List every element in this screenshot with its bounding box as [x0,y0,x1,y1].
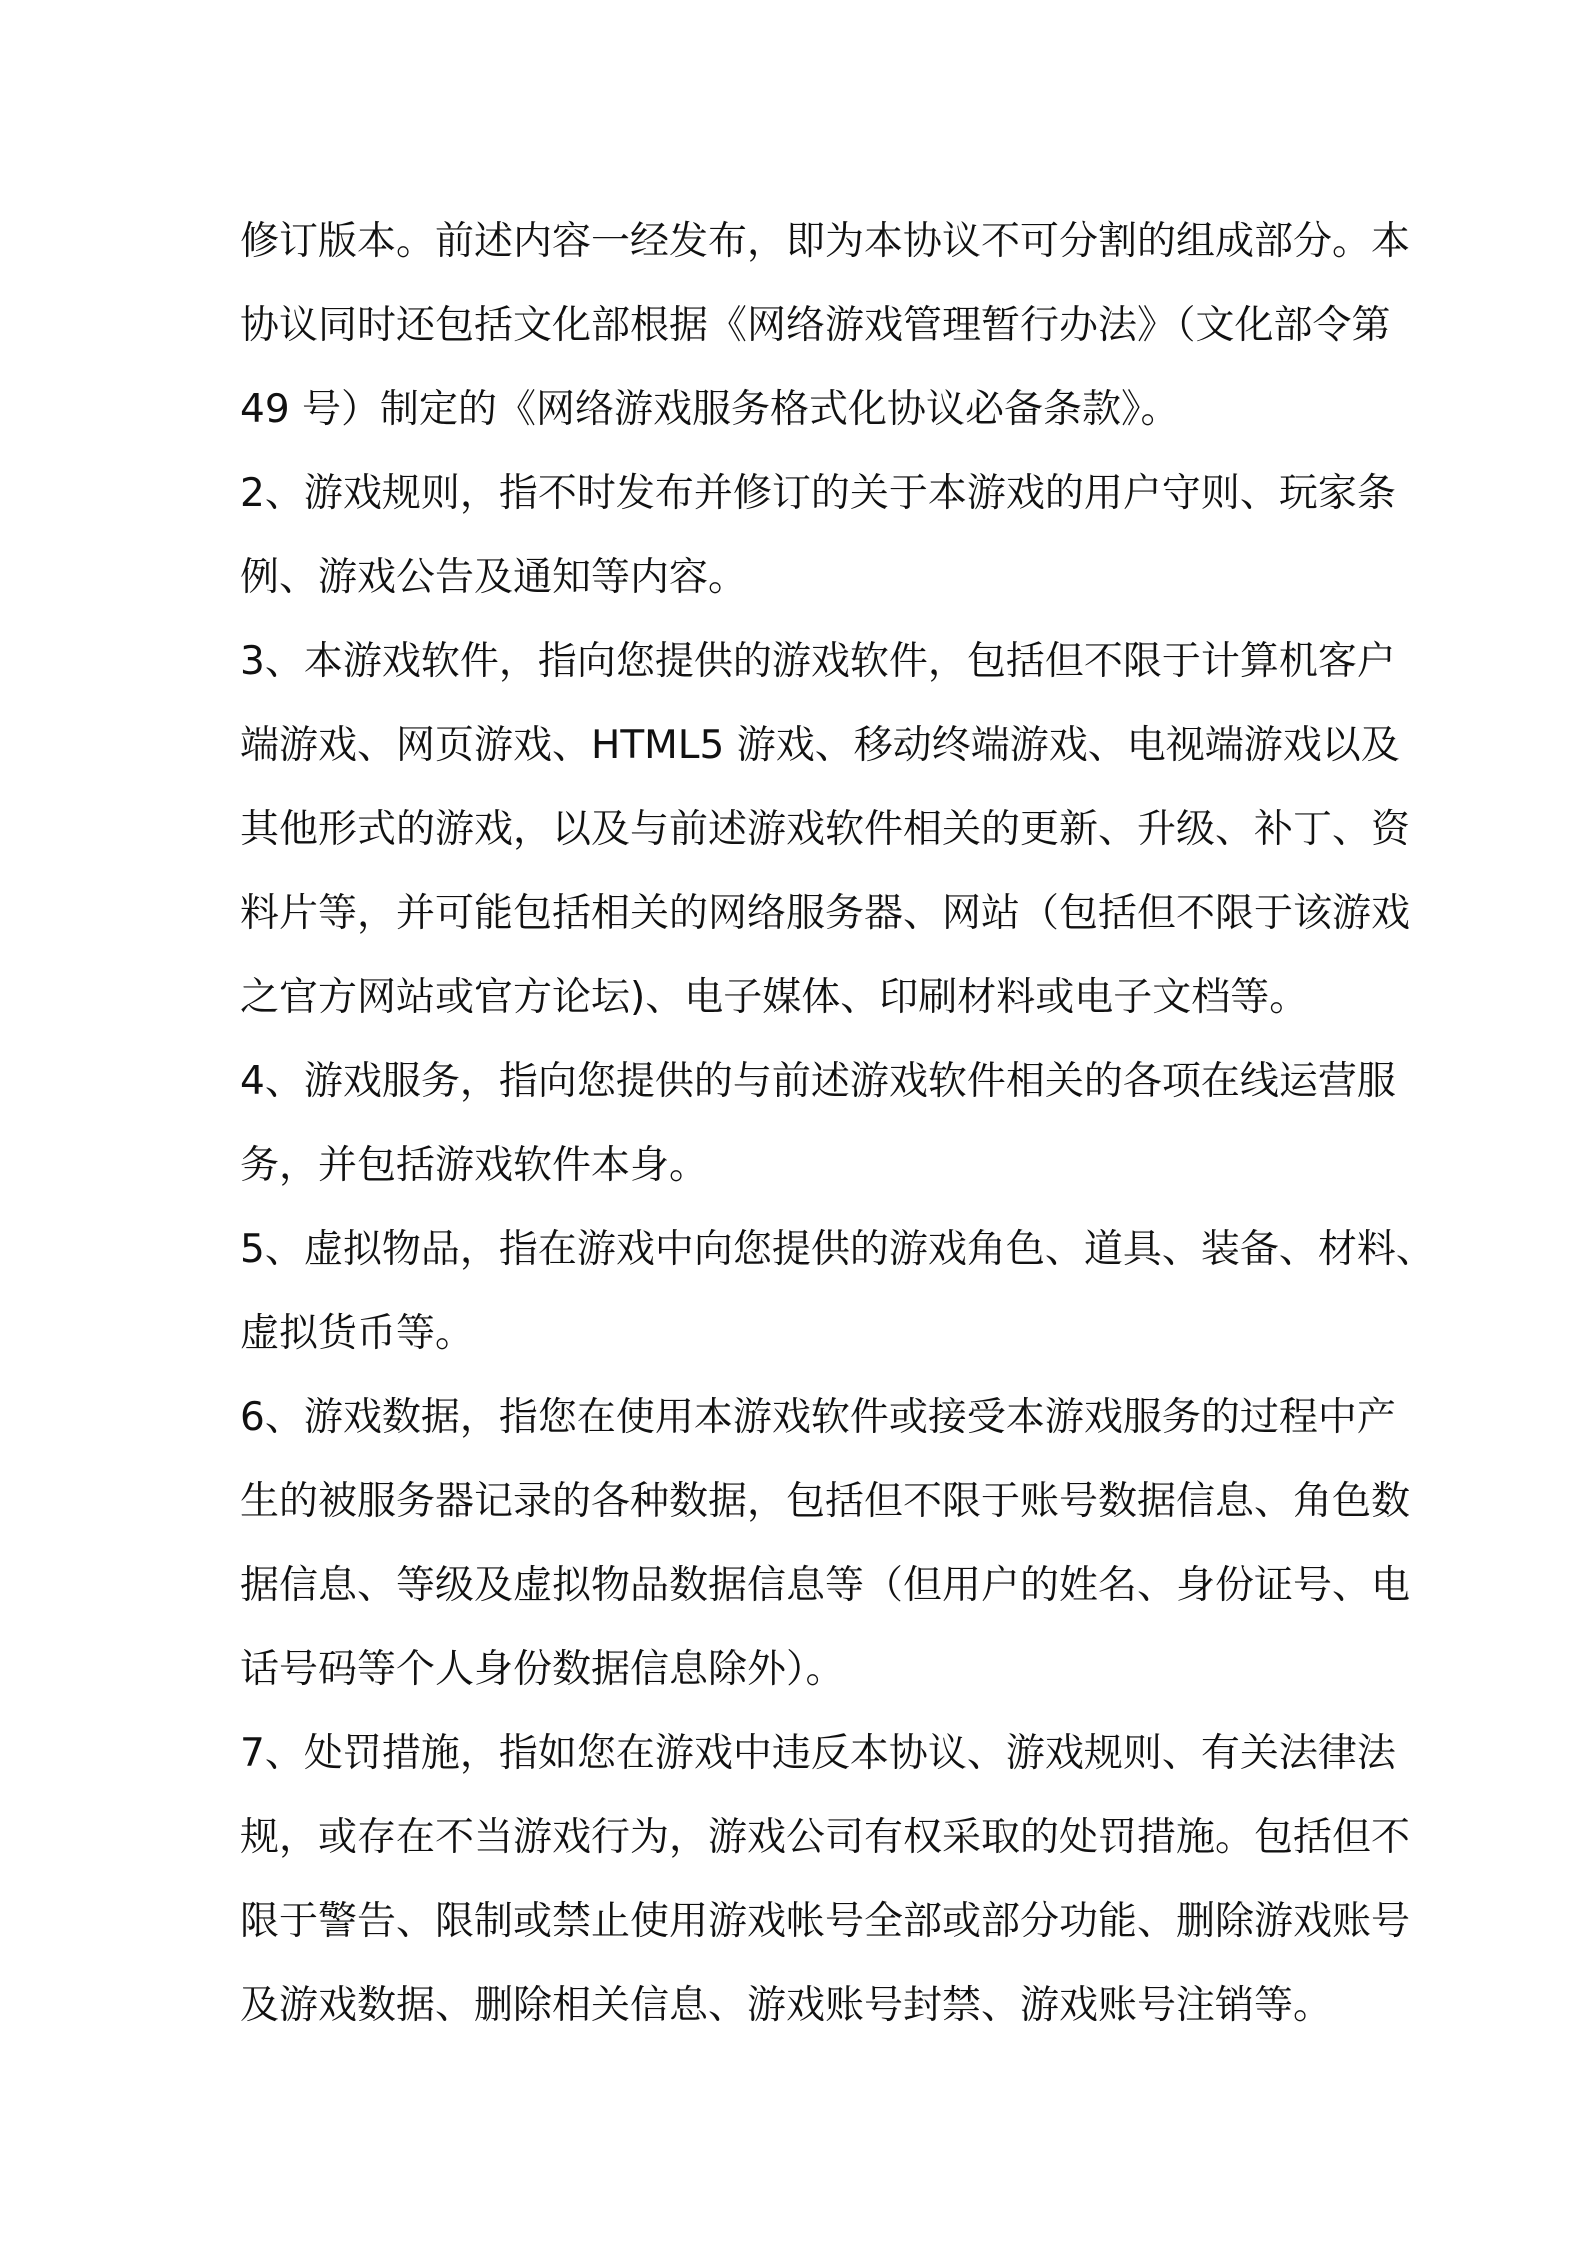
text-line: 及游戏数据、删除相关信息、游戏账号封禁、游戏账号注销等。 [240,1983,1333,2028]
text-line: 料片等，并可能包括相关的网络服务器、网站（包括但不限于该游戏 [240,891,1411,936]
agreement-text [240,200,1435,2048]
text-line: 据信息、等级及虚拟物品数据信息等（但用户的姓名、身份证号、电 [240,1563,1411,1608]
text-line: 2、游戏规则，指不时发布并修订的关于本游戏的用户守则、玩家条 [240,471,1396,516]
text-line: 3、本游戏软件，指向您提供的游戏软件，包括但不限于计算机客户 [240,639,1396,684]
text-line: 生的被服务器记录的各种数据，包括但不限于账号数据信息、角色数 [240,1479,1411,1524]
text-line: 49 号）制定的《网络游戏服务格式化协议必备条款》。 [240,387,1180,432]
text-line: 协议同时还包括文化部根据《网络游戏管理暂行办法》（文化部令第 [240,303,1391,348]
text-line: 5、虚拟物品，指在游戏中向您提供的游戏角色、道具、装备、材料、 [240,1227,1435,1272]
text-line: 虚拟货币等。 [240,1311,475,1356]
text-line: 修订版本。前述内容一经发布，即为本协议不可分割的组成部分。本 [240,219,1411,264]
text-line: 6、游戏数据，指您在使用本游戏软件或接受本游戏服务的过程中产 [240,1395,1396,1440]
text-line: 4、游戏服务，指向您提供的与前述游戏软件相关的各项在线运营服 [240,1059,1396,1104]
text-line: 务，并包括游戏软件本身。 [240,1143,709,1188]
text-line: 规，或存在不当游戏行为，游戏公司有权采取的处罚措施。包括但不 [240,1815,1411,1860]
text-line: 其他形式的游戏，以及与前述游戏软件相关的更新、升级、补丁、资 [240,807,1411,852]
text-line: 端游戏、网页游戏、HTML5 游戏、移动终端游戏、电视端游戏以及 [240,723,1400,768]
text-line: 话号码等个人身份数据信息除外）。 [240,1647,845,1692]
text-line: 例、游戏公告及通知等内容。 [240,555,748,600]
text-line: 7、处罚措施，指如您在游戏中违反本协议、游戏规则、有关法律法 [240,1731,1396,1776]
text-line: 限于警告、限制或禁止使用游戏帐号全部或部分功能、删除游戏账号 [240,1899,1411,1944]
text-line: 之官方网站或官方论坛)、电子媒体、印刷材料或电子文档等。 [240,975,1309,1020]
